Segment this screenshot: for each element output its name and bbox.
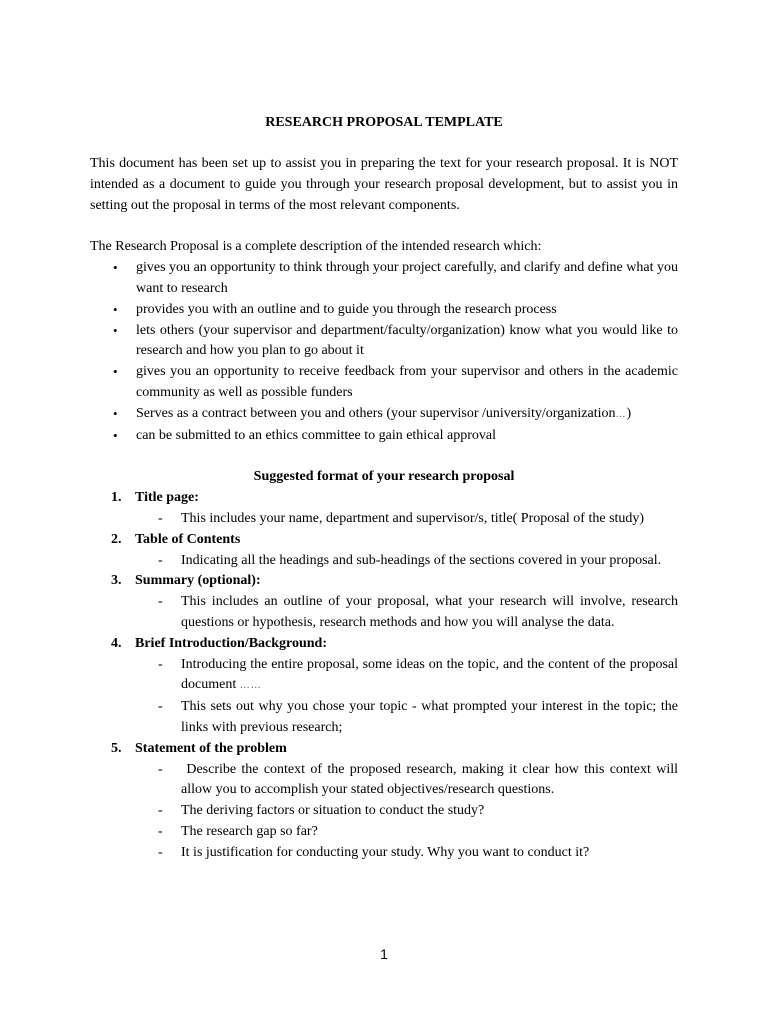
ellipsis-dots: …… [239,680,262,692]
section-title: Brief Introduction/Background: [135,635,328,651]
bullet-icon: • [113,364,118,380]
format-section-list [90,488,682,863]
ellipsis-dots: … [615,408,627,420]
subitem [135,655,678,698]
bullet-icon: • [113,427,118,443]
subitem [135,760,682,802]
bullet-item [90,258,678,300]
section-introduction [90,634,678,739]
description-lead: The Research Proposal is a complete description of the intended research which: [90,239,542,255]
section-number: 1. [111,490,122,506]
subitem-text: This includes your name, department and supervisor/s, title( Proposal of the study) [181,510,645,526]
page-number: 1 [380,946,388,962]
section-problem-statement [90,739,682,864]
subitem-text: Indicating all the headings and sub-headings of the sections covered in your proposal. [181,552,662,568]
subitem [135,509,678,530]
bullet-item [90,362,678,404]
bullet-text: can be submitted to an ethics committee to gain ethical approval [136,427,496,443]
section-title: Statement of the problem [135,740,287,756]
dash-icon: - [158,823,163,839]
bullet-icon: • [113,260,118,276]
bullet-close-paren: ) [626,405,632,421]
subitem-text: It is justification for conducting your study. Why you want to conduct it? [181,844,590,860]
bullet-text: lets others (your supervisor and department/faculty/organization) know what you would like to research and how you plan to go about it [136,322,678,359]
bullet-icon: • [113,322,118,338]
format-heading: Suggested format of your research proposal [253,469,515,485]
dash-icon: - [158,510,163,526]
dash-icon: - [158,844,163,860]
bullet-item [90,300,678,321]
bullet-item [90,321,678,363]
document-title: RESEARCH PROPOSAL TEMPLATE [265,115,503,130]
section-subitems [135,760,682,864]
section-summary [90,571,678,633]
dash-icon: - [158,761,163,777]
section-subitems [135,592,678,634]
subitem [135,551,678,572]
section-number: 2. [111,531,122,547]
subitem-text: The deriving factors or situation to conduct the study? [181,803,485,819]
bullet-icon: • [113,301,118,317]
section-title: Table of Contents [135,531,241,547]
bullet-text: provides you with an outline and to guide you through the research process [136,301,557,317]
dash-icon: - [158,594,163,610]
subitem [135,697,678,739]
subitem-text: This sets out why you chose your topic - what prompted your interest in the topic; the links with previous research; [181,699,678,735]
subitem [135,822,678,843]
subitem-text: The research gap so far? [181,823,318,839]
section-subitems [135,509,678,530]
subitem-text: This includes an outline of your proposal, what your research will involve, research questions or hypothesis, research methods and how you will analyse the data. [181,594,678,630]
section-number: 4. [111,635,122,651]
subitem [135,801,678,822]
bullet-text: gives you an opportunity to receive feedback from your supervisor and others in the academic community as well as possible funders [136,364,678,400]
subitem-text: Describe the context of the proposed research, making it clear how this context will allow you to accomplish your stated objectives/research questions. [181,761,682,798]
section-subitems [135,551,678,572]
section-number: 5. [111,740,122,756]
intro-paragraph: This document has been set up to assist you in preparing the text for your research proposal. It is NOT intended as a document to guide you through your research proposal development, but to assist you in setting out the proposal in terms of the most relevant components. [90,156,678,213]
purpose-bullet-list [90,258,678,446]
bullet-text: Serves as a contract between you and others (your supervisor /university/organization [136,405,616,421]
subitem [135,592,678,634]
dash-icon: - [158,699,163,715]
subitem-text: Introducing the entire proposal, some ideas on the topic, and the content of the proposal document [181,656,678,693]
section-number: 3. [111,573,122,589]
section-subitems [135,655,678,739]
dash-icon: - [158,656,163,672]
section-title: Summary (optional): [135,573,261,589]
bullet-item [90,404,678,426]
subitem [135,843,678,864]
section-title-page [90,488,678,530]
dash-icon: - [158,803,163,819]
bullet-icon: • [113,405,118,421]
dash-icon: - [158,552,163,568]
bullet-text: gives you an opportunity to think through your project carefully, and clarify and define what you want to research [136,260,678,296]
section-table-of-contents [90,530,678,572]
bullet-item [90,426,678,447]
section-title: Title page: [135,490,199,506]
